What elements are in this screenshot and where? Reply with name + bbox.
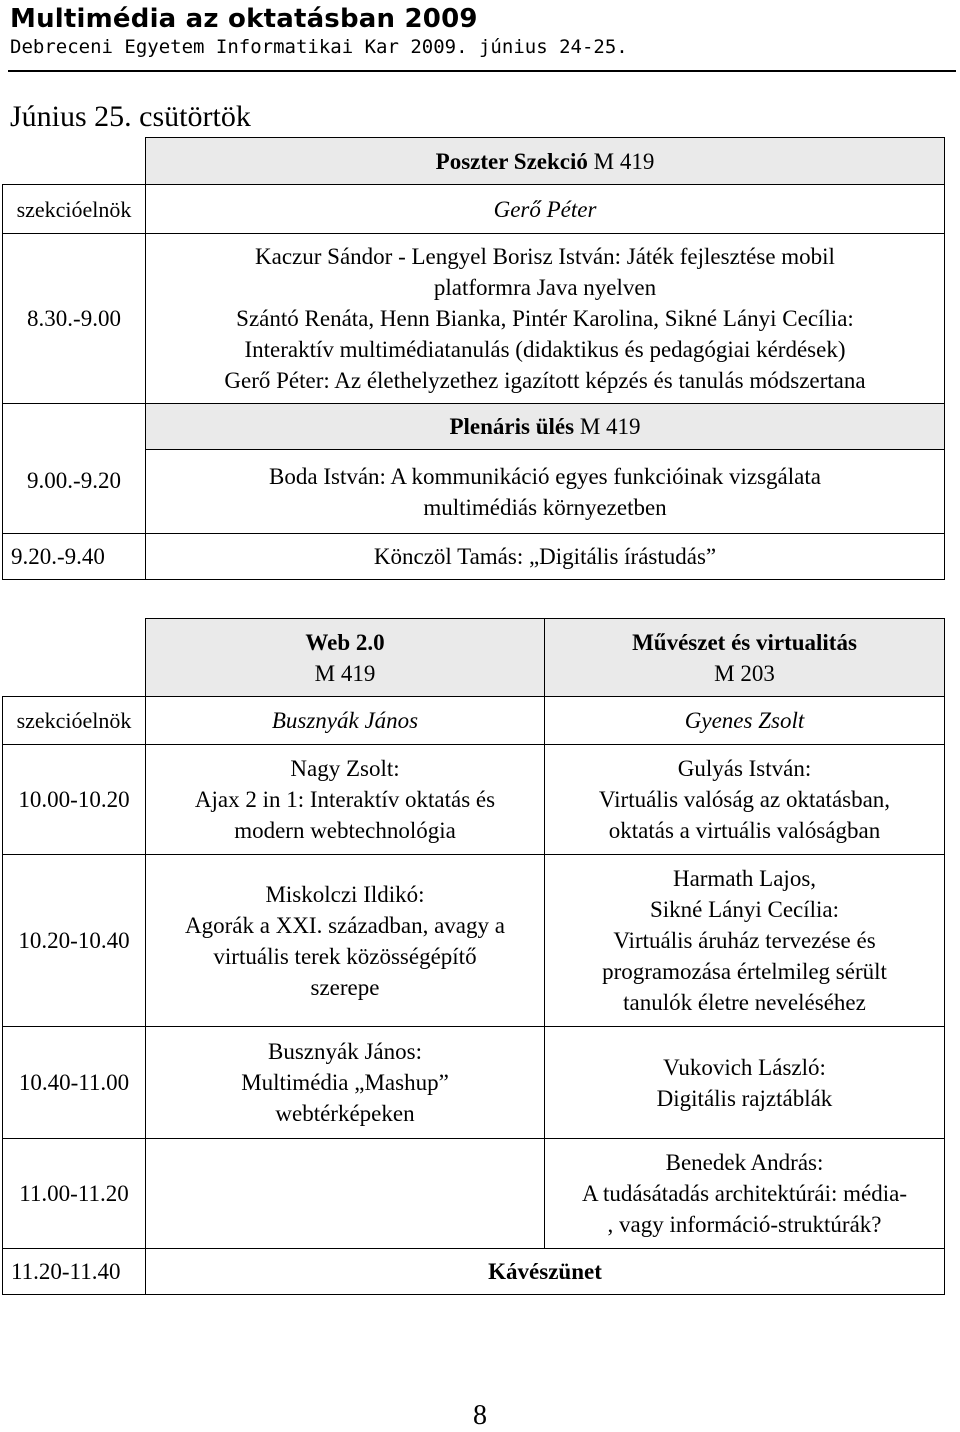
talk-line: modern webtechnológia (234, 818, 456, 843)
poster-talks (146, 234, 945, 404)
poster-session-room: M 419 (593, 148, 655, 174)
talk-line: webtérképeken (275, 1101, 415, 1126)
plenary-line: multimédiás környezetben (423, 494, 667, 520)
art-talk (545, 1027, 945, 1139)
talk-line: Nagy Zsolt: (290, 756, 400, 781)
talk-line: tanulók életre neveléséhez (623, 990, 866, 1015)
poster-line: Interaktív multimédiatanulás (didaktikus és pedagógiai kérdések) (244, 337, 846, 362)
talk-line: Busznyák János: (268, 1039, 422, 1064)
poster-line: platformra Java nyelven (433, 275, 657, 300)
slot-time: 10.40-11.00 (3, 1027, 146, 1139)
talk-line: Miskolczi Ildikó: (265, 881, 425, 907)
page-number: 8 (473, 1400, 487, 1431)
plenary-title: Plenáris ülés (449, 414, 575, 439)
plenary-header (146, 404, 945, 450)
talk-line: Vukovich László: (663, 1054, 826, 1080)
web-section-chair: Busznyák János (146, 697, 545, 745)
talk-time: 9.20.-9.40 (3, 534, 146, 580)
talk-line: programozása értelmileg sérült (602, 959, 887, 984)
poster-line: Kaczur Sándor - Lengyel Borisz István: Játék fejlesztése mobil (255, 244, 835, 269)
document-header (8, 2, 956, 72)
talk-line: Benedek András: (665, 1150, 824, 1175)
art-talk (545, 1139, 945, 1249)
art-section-room: M 203 (714, 660, 775, 686)
poster-line: Gerő Péter: Az élethelyzethez igazított képzés és tanulás módszertana (224, 368, 866, 393)
talk-line: Harmath Lajos, (672, 866, 817, 891)
talk-line: oktatás a virtuális valóságban (608, 818, 881, 843)
talk-line: Multimédia „Mashup” (241, 1070, 449, 1095)
poster-line: Szántó Renáta, Henn Bianka, Pintér Karolina, Sikné Lányi Cecília: (236, 306, 854, 331)
talk-line: , vagy információ-struktúrák? (607, 1212, 882, 1237)
empty-cell (3, 619, 146, 697)
plenary-room: M 419 (579, 414, 641, 439)
art-talk (545, 745, 945, 855)
art-talk (545, 855, 945, 1027)
talk-line: szerepe (310, 974, 380, 1000)
talk-line: Gulyás István: (677, 756, 812, 781)
slot-time: 11.00-11.20 (3, 1139, 146, 1249)
chair-label: szekcióelnök (3, 185, 146, 234)
schedule-table-sections (2, 618, 945, 1295)
art-section-header (545, 619, 945, 697)
break-time: 11.20-11.40 (3, 1249, 146, 1295)
talk-line: Agorák a XXI. században, avagy a (185, 912, 505, 938)
talk-line: Virtuális valóság az oktatásban, (598, 787, 891, 812)
talk-line: virtuális terek közösségépítő (213, 943, 477, 969)
talk-line: Sikné Lányi Cecília: (649, 897, 840, 922)
schedule-table-morning (2, 137, 945, 580)
empty-cell (3, 138, 146, 185)
talk-line: Virtuális áruház tervezése és (613, 928, 876, 953)
web-talk (146, 1027, 545, 1139)
poster-session-chair: Gerő Péter (146, 185, 945, 234)
conference-subtitle: Debreceni Egyetem Informatikai Kar 2009. június 24-25. (10, 36, 628, 58)
art-section-title: Művészet és virtualitás (632, 629, 857, 655)
poster-session-title: Poszter Szekció (435, 148, 588, 174)
talk-line: Digitális rajztáblák (656, 1085, 833, 1111)
poster-session-header (146, 138, 945, 185)
poster-time: 8.30.-9.00 (3, 234, 146, 404)
slot-time: 10.20-10.40 (3, 855, 146, 1027)
web-talk (146, 855, 545, 1027)
talk-entry: Könczöl Tamás: „Digitális írástudás” (146, 534, 945, 580)
day-title: Június 25. csütörtök (10, 100, 251, 133)
web-section-header (146, 619, 545, 697)
web-talk-empty (146, 1139, 545, 1249)
talk-line: Ajax 2 in 1: Interaktív oktatás és (194, 787, 496, 812)
web-talk (146, 745, 545, 855)
chair-label: szekcióelnök (3, 697, 146, 745)
plenary-talk (146, 450, 945, 534)
web-section-title: Web 2.0 (305, 629, 385, 655)
conference-title: Multimédia az oktatásban 2009 (10, 4, 478, 34)
web-section-room: M 419 (314, 660, 376, 686)
plenary-time: 9.00.-9.20 (3, 404, 146, 534)
slot-time: 10.00-10.20 (3, 745, 146, 855)
plenary-line: Boda István: A kommunikáció egyes funkcióinak vizsgálata (269, 463, 821, 489)
coffee-break: Kávészünet (146, 1249, 945, 1295)
art-section-chair: Gyenes Zsolt (545, 697, 945, 745)
talk-line: A tudásátadás architektúrái: média- (581, 1181, 908, 1206)
